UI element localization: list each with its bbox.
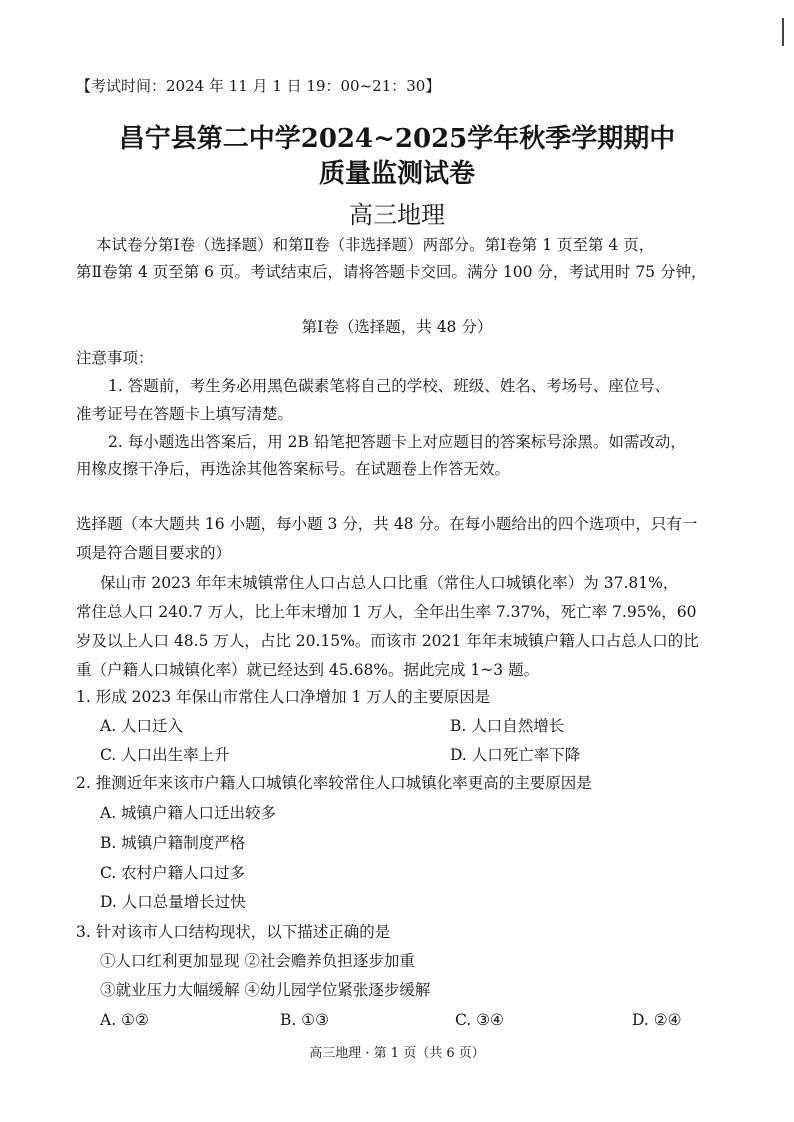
note-item2-line1: 2. 每小题选出答案后，用 2B 铅笔把答题卡上对应题目的答案标号涂黑。如需改动， [108, 433, 686, 451]
question-2-option-a: A. 城镇户籍人口迁出较多 [100, 804, 277, 822]
intro-line2: 第Ⅱ卷第 4 页至第 6 页。考试结束后，请将答题卡交回。满分 100 分，考试用时 75 分钟， [76, 263, 707, 281]
section-instructions-line2: 项是符合题目要求的） [76, 544, 232, 562]
question-2-option-d: D. 人口总量增长过快 [100, 893, 246, 911]
question-1-option-c: C. 人口出生率上升 [100, 746, 230, 764]
note-item1-line2: 准考证号在答题卡上填写清楚。 [76, 405, 294, 423]
part1-title: 第Ⅰ卷（选择题，共 48 分） [301, 318, 493, 336]
section-instructions-line1: 选择题（本大题共 16 小题，每小题 3 分，共 48 分。在每小题给出的四个选项中，只有一 [76, 515, 698, 533]
question-3-statements-2: ③就业压力大幅缓解 ④幼儿园学位紧张逐步缓解 [100, 981, 431, 999]
question-2-option-b: B. 城镇户籍制度严格 [100, 834, 246, 852]
material-line3: 岁及以上人口 48.5 万人，占比 20.15%。而该市 2021 年年末城镇户籍人口占总人口的比 [76, 632, 699, 650]
question-2-stem: 2. 推测近年来该市户籍人口城镇化率较常住人口城镇化率更高的主要原因是 [76, 774, 592, 792]
question-1-option-b: B. 人口自然增长 [450, 717, 565, 735]
exam-time: 【考试时间：2024 年 11 月 1 日 19：00~21：30】 [76, 77, 441, 95]
question-1-stem: 1. 形成 2023 年保山市常住人口净增加 1 万人的主要原因是 [76, 688, 491, 706]
exam-title-line2: 质量监测试卷 [318, 159, 475, 189]
note-item1-line1: 1. 答题前，考生务必用黑色碳素笔将自己的学校、班级、姓名、考场号、座位号、 [108, 377, 671, 395]
question-3-stem: 3. 针对该市人口结构现状，以下描述正确的是 [76, 923, 391, 941]
question-3-option-a: A. ①② [100, 1011, 149, 1029]
question-1-option-d: D. 人口死亡率下降 [450, 746, 581, 764]
page-footer: 高三地理 · 第 1 页（共 6 页） [309, 1046, 485, 1061]
question-2-option-c: C. 农村户籍人口过多 [100, 864, 246, 882]
scan-edge-mark [782, 18, 784, 46]
question-3-option-b: B. ①③ [280, 1011, 330, 1029]
note-item2-line2: 用橡皮擦干净后，再选涂其他答案标号。在试题卷上作答无效。 [76, 460, 511, 478]
notes-heading: 注意事项： [76, 349, 154, 367]
material-line1: 保山市 2023 年年末城镇常住人口占总人口比重（常住人口城镇化率）为 37.81%， [100, 574, 679, 592]
question-3-option-d: D. ②④ [632, 1011, 682, 1029]
question-1-option-a: A. 人口迁入 [100, 717, 184, 735]
material-line4: 重（户籍人口城镇化率）就已经达到 45.68%。据此完成 1~3 题。 [76, 661, 540, 679]
material-line2: 常住总人口 240.7 万人，比上年末增加 1 万人，全年出生率 7.37%，死亡率 7.95%，60 [76, 603, 697, 621]
subject-title: 高三地理 [349, 201, 445, 229]
intro-line1: 本试卷分第Ⅰ卷（选择题）和第Ⅱ卷（非选择题）两部分。第Ⅰ卷第 1 页至第 4 页， [96, 236, 655, 254]
exam-title-line1: 昌宁县第二中学2024~2025学年秋季学期期中 [118, 124, 676, 154]
question-3-statements-1: ①人口红利更加显现 ②社会赡养负担逐步加重 [100, 952, 415, 970]
question-3-option-c: C. ③④ [455, 1011, 504, 1029]
